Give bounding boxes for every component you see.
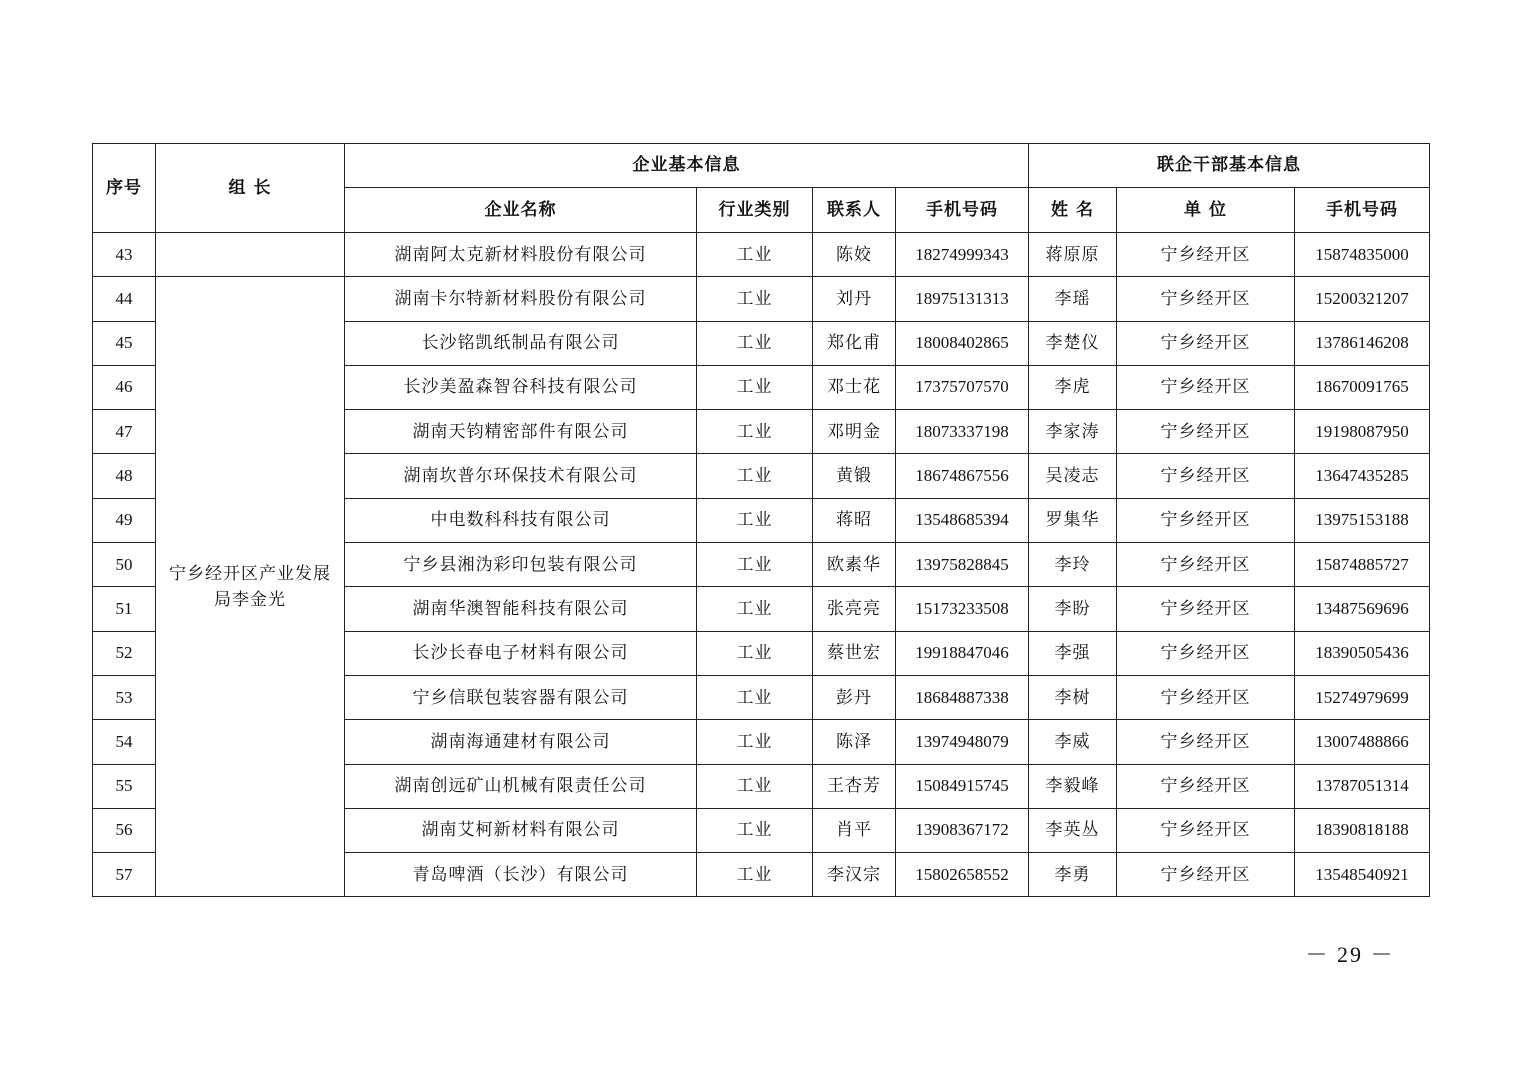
contact-phone-cell: 18073337198 — [896, 410, 1029, 454]
contact-phone-cell: 19918847046 — [896, 631, 1029, 675]
cadre-name-cell: 李英丛 — [1029, 808, 1117, 852]
company-name-cell: 湖南艾柯新材料有限公司 — [345, 808, 697, 852]
cadre-name-cell: 李树 — [1029, 675, 1117, 719]
company-name-cell: 长沙铭凯纸制品有限公司 — [345, 321, 697, 365]
cadre-phone-cell: 13007488866 — [1295, 720, 1430, 764]
header-cadre-name: 姓 名 — [1029, 188, 1117, 233]
industry-cell: 工业 — [697, 631, 813, 675]
contact-phone-cell: 13974948079 — [896, 720, 1029, 764]
company-name-cell: 湖南坎普尔环保技术有限公司 — [345, 454, 697, 498]
header-company-name: 企业名称 — [345, 188, 697, 233]
cadre-name-cell: 李玲 — [1029, 543, 1117, 587]
group-leader-cell: 宁乡经开区产业发展局李金光 — [156, 277, 345, 897]
cadre-name-cell: 李勇 — [1029, 853, 1117, 897]
leader-cell-empty — [156, 233, 345, 277]
cadre-phone-cell: 13487569696 — [1295, 587, 1430, 631]
header-industry: 行业类别 — [697, 188, 813, 233]
seq-cell: 47 — [93, 410, 156, 454]
cadre-unit-cell: 宁乡经开区 — [1117, 233, 1295, 277]
industry-cell: 工业 — [697, 587, 813, 631]
seq-cell: 54 — [93, 720, 156, 764]
contact-cell: 张亮亮 — [813, 587, 896, 631]
contact-phone-cell: 15084915745 — [896, 764, 1029, 808]
contact-cell: 邓明金 — [813, 410, 896, 454]
cadre-name-cell: 李毅峰 — [1029, 764, 1117, 808]
industry-cell: 工业 — [697, 853, 813, 897]
company-name-cell: 湖南卡尔特新材料股份有限公司 — [345, 277, 697, 321]
contact-cell: 彭丹 — [813, 675, 896, 719]
cadre-name-cell: 李虎 — [1029, 365, 1117, 409]
cadre-name-cell: 李盼 — [1029, 587, 1117, 631]
company-name-cell: 宁乡信联包装容器有限公司 — [345, 675, 697, 719]
cadre-phone-cell: 13786146208 — [1295, 321, 1430, 365]
contact-cell: 王杏芳 — [813, 764, 896, 808]
industry-cell: 工业 — [697, 720, 813, 764]
industry-cell: 工业 — [697, 543, 813, 587]
cadre-unit-cell: 宁乡经开区 — [1117, 365, 1295, 409]
industry-cell: 工业 — [697, 808, 813, 852]
contact-cell: 郑化甫 — [813, 321, 896, 365]
cadre-phone-cell: 15874835000 — [1295, 233, 1430, 277]
header-cadre-group: 联企干部基本信息 — [1029, 144, 1430, 188]
company-name-cell: 宁乡县湘沩彩印包装有限公司 — [345, 543, 697, 587]
cadre-phone-cell: 15874885727 — [1295, 543, 1430, 587]
contact-phone-cell: 18008402865 — [896, 321, 1029, 365]
contact-cell: 黄锻 — [813, 454, 896, 498]
contact-phone-cell: 13548685394 — [896, 498, 1029, 542]
company-name-cell: 长沙长春电子材料有限公司 — [345, 631, 697, 675]
seq-cell: 43 — [93, 233, 156, 277]
industry-cell: 工业 — [697, 764, 813, 808]
cadre-phone-cell: 13787051314 — [1295, 764, 1430, 808]
header-leader: 组 长 — [156, 144, 345, 233]
seq-cell: 44 — [93, 277, 156, 321]
industry-cell: 工业 — [697, 233, 813, 277]
cadre-unit-cell: 宁乡经开区 — [1117, 853, 1295, 897]
seq-cell: 50 — [93, 543, 156, 587]
contact-phone-cell: 13975828845 — [896, 543, 1029, 587]
company-name-cell: 湖南阿太克新材料股份有限公司 — [345, 233, 697, 277]
company-name-cell: 长沙美盈森智谷科技有限公司 — [345, 365, 697, 409]
cadre-phone-cell: 13975153188 — [1295, 498, 1430, 542]
company-name-cell: 湖南天钧精密部件有限公司 — [345, 410, 697, 454]
header-row-group — [93, 144, 1430, 188]
header-cadre-phone: 手机号码 — [1295, 188, 1430, 233]
cadre-unit-cell: 宁乡经开区 — [1117, 808, 1295, 852]
cadre-name-cell: 李楚仪 — [1029, 321, 1117, 365]
contact-phone-cell: 18684887338 — [896, 675, 1029, 719]
cadre-unit-cell: 宁乡经开区 — [1117, 720, 1295, 764]
header-contact-phone: 手机号码 — [896, 188, 1029, 233]
seq-cell: 46 — [93, 365, 156, 409]
industry-cell: 工业 — [697, 675, 813, 719]
cadre-name-cell: 李瑶 — [1029, 277, 1117, 321]
cadre-unit-cell: 宁乡经开区 — [1117, 631, 1295, 675]
company-name-cell: 湖南海通建材有限公司 — [345, 720, 697, 764]
cadre-unit-cell: 宁乡经开区 — [1117, 454, 1295, 498]
cadre-unit-cell: 宁乡经开区 — [1117, 321, 1295, 365]
cadre-phone-cell: 18670091765 — [1295, 365, 1430, 409]
company-name-cell: 湖南创远矿山机械有限责任公司 — [345, 764, 697, 808]
contact-cell: 蒋昭 — [813, 498, 896, 542]
industry-cell: 工业 — [697, 498, 813, 542]
seq-cell: 57 — [93, 853, 156, 897]
contact-phone-cell: 18674867556 — [896, 454, 1029, 498]
cadre-phone-cell: 18390505436 — [1295, 631, 1430, 675]
contact-cell: 陈姣 — [813, 233, 896, 277]
cadre-name-cell: 蒋原原 — [1029, 233, 1117, 277]
contact-phone-cell: 15173233508 — [896, 587, 1029, 631]
industry-cell: 工业 — [697, 410, 813, 454]
industry-cell: 工业 — [697, 454, 813, 498]
cadre-phone-cell: 15274979699 — [1295, 675, 1430, 719]
contact-cell: 邓士花 — [813, 365, 896, 409]
contact-phone-cell: 13908367172 — [896, 808, 1029, 852]
contact-cell: 蔡世宏 — [813, 631, 896, 675]
cadre-name-cell: 李家涛 — [1029, 410, 1117, 454]
header-contact: 联系人 — [813, 188, 896, 233]
header-cadre-unit: 单 位 — [1117, 188, 1295, 233]
cadre-unit-cell: 宁乡经开区 — [1117, 764, 1295, 808]
header-enterprise-group: 企业基本信息 — [345, 144, 1029, 188]
seq-cell: 56 — [93, 808, 156, 852]
company-name-cell: 中电数科科技有限公司 — [345, 498, 697, 542]
contact-phone-cell: 18274999343 — [896, 233, 1029, 277]
seq-cell: 52 — [93, 631, 156, 675]
cadre-phone-cell: 18390818188 — [1295, 808, 1430, 852]
contact-cell: 陈泽 — [813, 720, 896, 764]
contact-phone-cell: 15802658552 — [896, 853, 1029, 897]
company-name-cell: 湖南华澳智能科技有限公司 — [345, 587, 697, 631]
cadre-name-cell: 吴凌志 — [1029, 454, 1117, 498]
contact-cell: 欧素华 — [813, 543, 896, 587]
cadre-unit-cell: 宁乡经开区 — [1117, 543, 1295, 587]
cadre-phone-cell: 13647435285 — [1295, 454, 1430, 498]
cadre-unit-cell: 宁乡经开区 — [1117, 675, 1295, 719]
industry-cell: 工业 — [697, 365, 813, 409]
cadre-unit-cell: 宁乡经开区 — [1117, 498, 1295, 542]
cadre-name-cell: 李威 — [1029, 720, 1117, 764]
contact-phone-cell: 18975131313 — [896, 277, 1029, 321]
cadre-unit-cell: 宁乡经开区 — [1117, 410, 1295, 454]
company-name-cell: 青岛啤酒（长沙）有限公司 — [345, 853, 697, 897]
contact-cell: 李汉宗 — [813, 853, 896, 897]
industry-cell: 工业 — [697, 321, 813, 365]
contact-cell: 刘丹 — [813, 277, 896, 321]
table-row — [93, 233, 1430, 277]
industry-cell: 工业 — [697, 277, 813, 321]
seq-cell: 45 — [93, 321, 156, 365]
cadre-unit-cell: 宁乡经开区 — [1117, 587, 1295, 631]
seq-cell: 48 — [93, 454, 156, 498]
contact-phone-cell: 17375707570 — [896, 365, 1029, 409]
cadre-name-cell: 罗集华 — [1029, 498, 1117, 542]
cadre-phone-cell: 13548540921 — [1295, 853, 1430, 897]
seq-cell: 55 — [93, 764, 156, 808]
cadre-phone-cell: 15200321207 — [1295, 277, 1430, 321]
seq-cell: 53 — [93, 675, 156, 719]
seq-cell: 51 — [93, 587, 156, 631]
cadre-name-cell: 李强 — [1029, 631, 1117, 675]
table-row — [93, 277, 1430, 321]
header-seq: 序号 — [93, 144, 156, 233]
cadre-phone-cell: 19198087950 — [1295, 410, 1430, 454]
enterprise-cadre-table — [92, 143, 1430, 897]
contact-cell: 肖平 — [813, 808, 896, 852]
cadre-unit-cell: 宁乡经开区 — [1117, 277, 1295, 321]
seq-cell: 49 — [93, 498, 156, 542]
page-number: － 29 － — [1305, 942, 1395, 967]
